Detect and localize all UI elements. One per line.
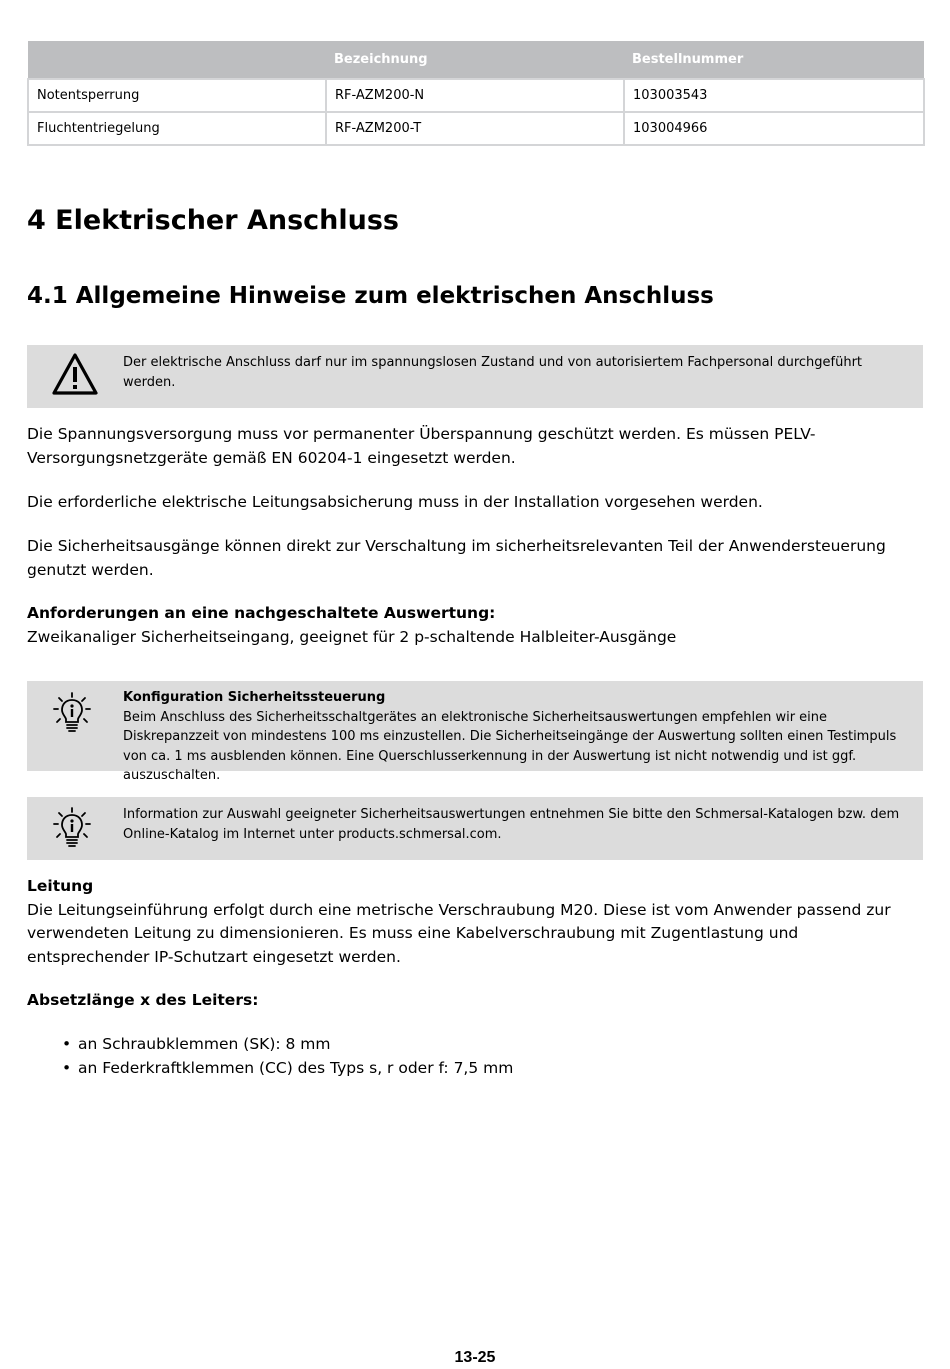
- table-cell: Notentsperrung: [28, 79, 326, 112]
- requirements-block: [27, 602, 923, 649]
- table-cell: 103003543: [624, 79, 924, 112]
- strip-length-list: [60, 1033, 513, 1080]
- requirements-text: Zweikanaliger Sicherheitseingang, geeignet für 2 p-schaltende Halbleiter-Ausgänge: [27, 627, 677, 646]
- info-text: Beim Anschluss des Sicherheitsschaltgerätes an elektronische Sicherheitsauswertungen empfehlen wir eine Diskrepanzzeit von mindestens 100 ms einzustellen. Die Sicherheitseingänge der Auswertung sollten einen Testimpuls von ca. 1 ms ausblenden können. Eine Querschlusserkennung in der Auswertung ist nicht notwendig und ist ggf. auszuschalten.: [123, 709, 897, 783]
- info-text-block: [123, 688, 915, 786]
- table-cell: RF-AZM200-T: [326, 112, 624, 145]
- paragraph-outputs: Die Sicherheitsausgänge können direkt zur Verschaltung im sicherheitsrelevanten Teil der Anwendersteuerung genutzt werden.: [27, 537, 886, 579]
- info-box-catalog: [27, 797, 923, 860]
- table-row: [28, 112, 924, 145]
- section-heading: 4 Elektrischer Anschluss: [27, 205, 399, 236]
- info-box-configuration: [27, 681, 923, 783]
- table-cell: 103004966: [624, 112, 924, 145]
- lightbulb-info-icon: [51, 807, 93, 851]
- order-table: [27, 41, 925, 146]
- table-header-cell: Bestellnummer: [624, 41, 924, 79]
- paragraph-fuse: Die erforderliche elektrische Leitungsabsicherung muss in der Installation vorgesehen werden.: [27, 493, 763, 511]
- warning-box: [27, 345, 923, 408]
- subsection-heading: 4.1 Allgemeine Hinweise zum elektrischen Anschluss: [27, 283, 714, 309]
- cable-block: [27, 875, 923, 969]
- table-header-cell: Bezeichnung: [326, 41, 624, 79]
- table-header-cell: [28, 41, 326, 79]
- warning-text: Der elektrische Anschluss darf nur im spannungslosen Zustand und von autorisiertem Fachpersonal durchgeführt werden.: [123, 355, 863, 390]
- cable-title: Leitung: [27, 877, 94, 895]
- list-item: • an Federkraftklemmen (CC) des Typs s, r oder f: 7,5 mm: [60, 1057, 513, 1081]
- strip-length-title-text: Absetzlänge x des Leiters:: [27, 991, 259, 1009]
- warning-triangle-icon: [51, 352, 99, 400]
- list-item: • an Schraubklemmen (SK): 8 mm: [60, 1033, 513, 1057]
- requirements-title: Anforderungen an eine nachgeschaltete Auswertung:: [27, 604, 496, 622]
- info-text: Information zur Auswahl geeigneter Sicherheitsauswertungen entnehmen Sie bitte den Schmersal-Katalogen bzw. dem Online-Katalog im Internet unter products.schmersal.com.: [123, 807, 900, 842]
- table-cell: RF-AZM200-N: [326, 79, 624, 112]
- table-cell: Fluchtentriegelung: [28, 112, 326, 145]
- cable-text: Die Leitungseinführung erfolgt durch eine metrische Verschraubung M20. Diese ist vom Anwender passend zur verwendeten Leitung zu dimensionieren. Es muss eine Kabelverschraubung mit Zugentlastung und entsprechender IP-Schutzart eingesetzt werden.: [27, 900, 891, 966]
- table-header-row: [28, 41, 924, 79]
- table-row: [28, 79, 924, 112]
- paragraph-supply: Die Spannungsversorgung muss vor permanenter Überspannung geschützt werden. Es müssen PELV-Versorgungsnetzgeräte gemäß EN 60204-1 eingesetzt werden.: [27, 425, 816, 467]
- strip-length-title: [27, 989, 923, 1013]
- lightbulb-info-icon: [51, 692, 93, 736]
- page-number: 13-25: [454, 1349, 496, 1366]
- info-title: Konfiguration Sicherheitssteuerung: [123, 690, 386, 705]
